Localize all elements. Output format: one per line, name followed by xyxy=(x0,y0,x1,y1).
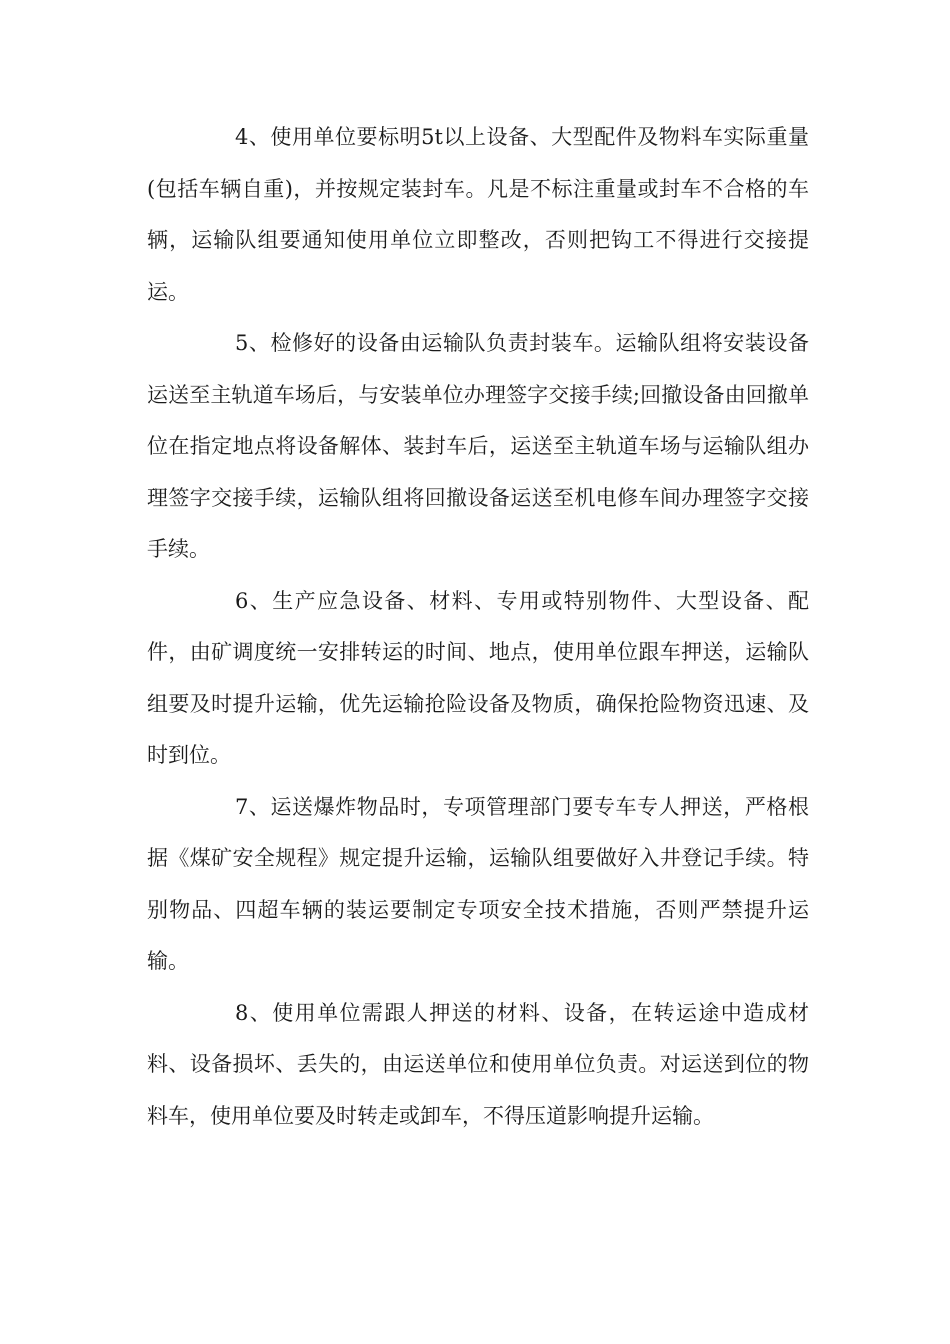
paragraph-item-5: 5、检修好的设备由运输队负责封装车。运输队组将安装设备运送至主轨道车场后，与安装单位办理签字交接手续;回撤设备由回撤单位在指定地点将设备解体、装封车后，运送至主轨道车场与运输队组办理签字交接手续，运输队组将回撤设备运送至机电修车间办理签字交接手续。 xyxy=(147,331,809,561)
paragraph-item-4: 4、使用单位要标明5t以上设备、大型配件及物料车实际重量(包括车辆自重)，并按规定装封车。凡是不标注重量或封车不合格的车辆，运输队组要通知使用单位立即整改，否则把钩工不得进行交接提运。 xyxy=(147,125,809,304)
paragraph-item-6: 6、生产应急设备、材料、专用或特别物件、大型设备、配件，由矿调度统一安排转运的时间、地点，使用单位跟车押送，运输队组要及时提升运输，优先运输抢险设备及物质，确保抢险物资迅速、及时到位。 xyxy=(147,588,809,767)
paragraph-item-8: 8、使用单位需跟人押送的材料、设备，在转运途中造成材料、设备损坏、丢失的，由运送单位和使用单位负责。对运送到位的物料车，使用单位要及时转走或卸车，不得压道影响提升运输。 xyxy=(147,1000,809,1128)
document-body xyxy=(147,112,809,1142)
paragraph-item-7: 7、运送爆炸物品时，专项管理部门要专车专人押送，严格根据《煤矿安全规程》规定提升运输，运输队组要做好入井登记手续。特别物品、四超车辆的装运要制定专项安全技术措施，否则严禁提升运输。 xyxy=(147,794,809,973)
